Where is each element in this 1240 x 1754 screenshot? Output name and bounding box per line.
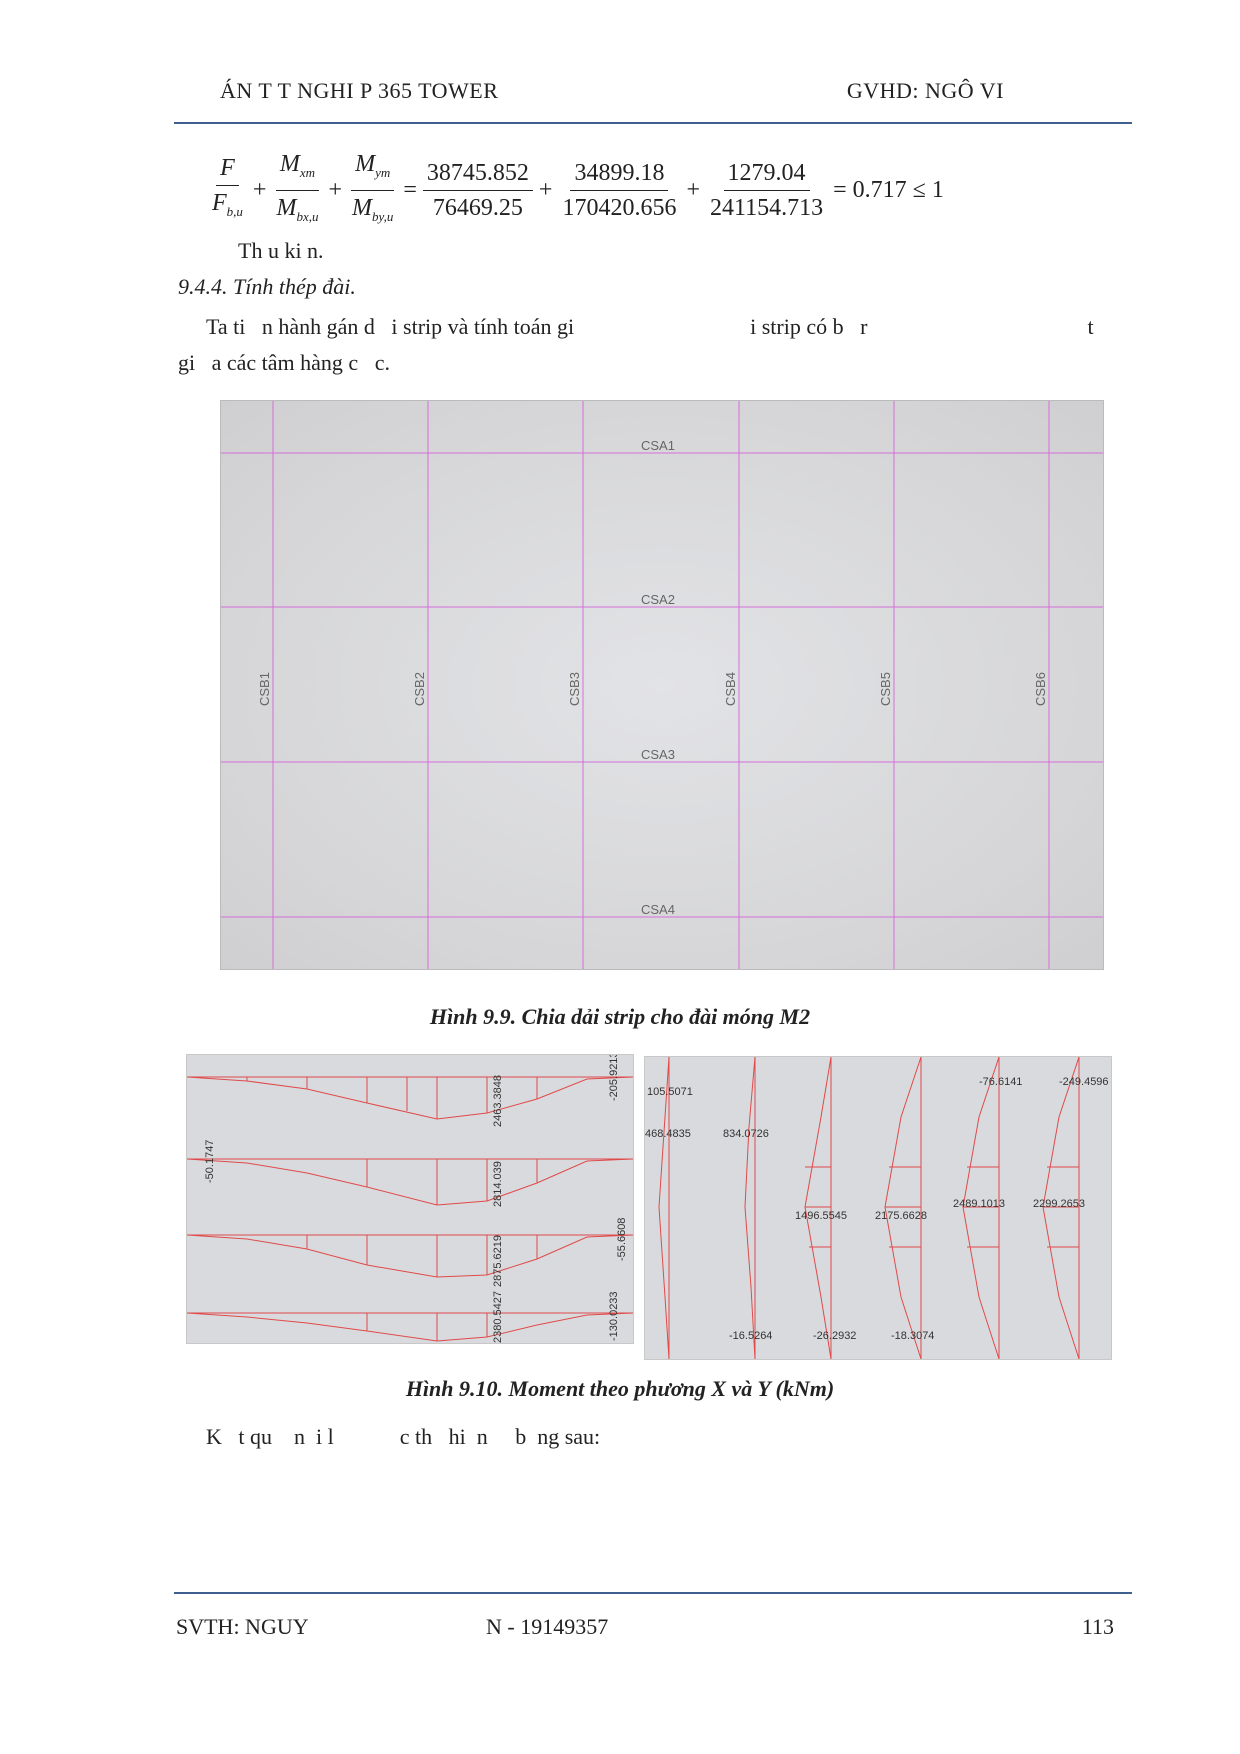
- strip-label-csb1: CSB1: [257, 672, 272, 706]
- fraction-my: $\frac{M_{ym}}{M_{by,u}}$: [352, 150, 394, 224]
- strip-layout-svg: [221, 401, 1103, 969]
- moment-x-svg: [187, 1055, 633, 1343]
- value-fraction-1: $\frac{38745.852}{76469.25}$: [423, 158, 533, 223]
- paragraph-line-2: gi a các tâm hàng c c.: [178, 350, 390, 375]
- moment-y-figure: [644, 1056, 1112, 1360]
- moment-x-diagrams: [187, 1077, 633, 1341]
- moment-y-value: 468.4835: [645, 1128, 691, 1140]
- moment-x-value: -50.1747: [204, 1139, 216, 1183]
- strip-label-csb2: CSB2: [412, 672, 427, 706]
- header-advisor: GVHD: NGÔ VI: [846, 78, 1004, 103]
- strip-label-csa2: CSA2: [641, 592, 675, 607]
- footer-rule: [174, 1592, 1132, 1594]
- value-fraction-3: $\frac{1279.04}{241154.713}$: [710, 159, 824, 221]
- moment-y-value: 2489.1013: [953, 1198, 1005, 1210]
- moment-x-value: 2380.5427: [492, 1291, 504, 1343]
- moment-y-labels: [645, 1076, 1109, 1342]
- moment-y-value: 834.0726: [723, 1128, 769, 1140]
- moment-y-value: 1496.5545: [795, 1210, 847, 1222]
- check-formula: $\frac{F}{F_{b,u}}$ + $\frac{M_{xm}}{M_{bx,u}}$ + $\frac{M_{ym}}{M_{by,u}}$ = $\frac{38745.852}{76469.25}$ + $\frac{34899.18}{170420.656}$ + $\frac{1279.04}{241154.713}$ = 0.717 ≤ 1: [205, 150, 947, 230]
- value-fraction-2: $\frac{34899.18}{170420.656}$: [562, 159, 677, 221]
- header-title: ÁN T T NGHI P 365 TOWER: [220, 78, 499, 103]
- moment-y-svg: [645, 1057, 1111, 1359]
- moment-x-value: -55.6608: [616, 1217, 628, 1261]
- figure-caption-9-9: Hình 9.9. Chia dải strip cho đài móng M2: [429, 1004, 811, 1029]
- moment-y-value: -16.5264: [729, 1330, 773, 1342]
- figure-caption-9-10: Hình 9.10. Moment theo phương X và Y (kNm): [405, 1376, 835, 1401]
- moment-x-value: -130.0233: [608, 1291, 620, 1341]
- moment-x-value: -205.9213: [608, 1055, 620, 1101]
- page-number: 113: [1081, 1614, 1114, 1639]
- strip-labels-b: [257, 672, 1048, 706]
- moment-y-value: 105.5071: [647, 1086, 693, 1098]
- strip-label-csb4: CSB4: [723, 672, 738, 706]
- moment-y-value: -18.3074: [891, 1330, 935, 1342]
- section-heading: 9.4.4. Tính thép đài.: [178, 274, 356, 299]
- fraction-f: $\frac{F}{F_{b,u}}$: [212, 155, 243, 219]
- paragraph-line-1: Ta ti n hành gán d i strip và tính toán gi i strip có b r t: [206, 314, 1094, 339]
- moment-x-value: 2463.3848: [492, 1075, 504, 1127]
- fraction-mx: $\frac{M_{xm}}{M_{bx,u}}$: [276, 150, 319, 224]
- moment-y-value: -249.4596: [1059, 1076, 1109, 1088]
- strip-layout-figure: [220, 400, 1104, 970]
- moment-y-value: 2299.2653: [1033, 1198, 1085, 1210]
- results-paragraph: K t qu n i l c th hi n b ng sau:: [206, 1424, 601, 1449]
- strip-label-csa3: CSA3: [641, 747, 675, 762]
- moment-y-diagrams: [659, 1057, 1079, 1359]
- strip-label-csb3: CSB3: [567, 672, 582, 706]
- strip-labels-a: [641, 438, 675, 917]
- header-rule: [174, 122, 1132, 124]
- footer-student-id: N - 19149357: [486, 1614, 609, 1639]
- strip-label-csb6: CSB6: [1033, 672, 1048, 706]
- moment-x-figure: [186, 1054, 634, 1344]
- strip-grid: [221, 401, 1103, 969]
- strip-label-csb5: CSB5: [878, 672, 893, 706]
- moment-y-value: -76.6141: [979, 1076, 1023, 1088]
- moment-x-labels: [204, 1055, 628, 1343]
- moment-y-value: -26.2932: [813, 1330, 857, 1342]
- conclusion-text: Th u ki n.: [238, 238, 324, 263]
- strip-label-csa4: CSA4: [641, 902, 675, 917]
- moment-x-value: 2814.039: [492, 1161, 504, 1207]
- moment-x-value: 2875.6219: [492, 1235, 504, 1287]
- strip-label-csa1: CSA1: [641, 438, 675, 453]
- formula-result: = 0.717 ≤ 1: [833, 176, 944, 203]
- footer-student: SVTH: NGUY: [176, 1614, 309, 1639]
- moment-y-value: 2175.6628: [875, 1210, 927, 1222]
